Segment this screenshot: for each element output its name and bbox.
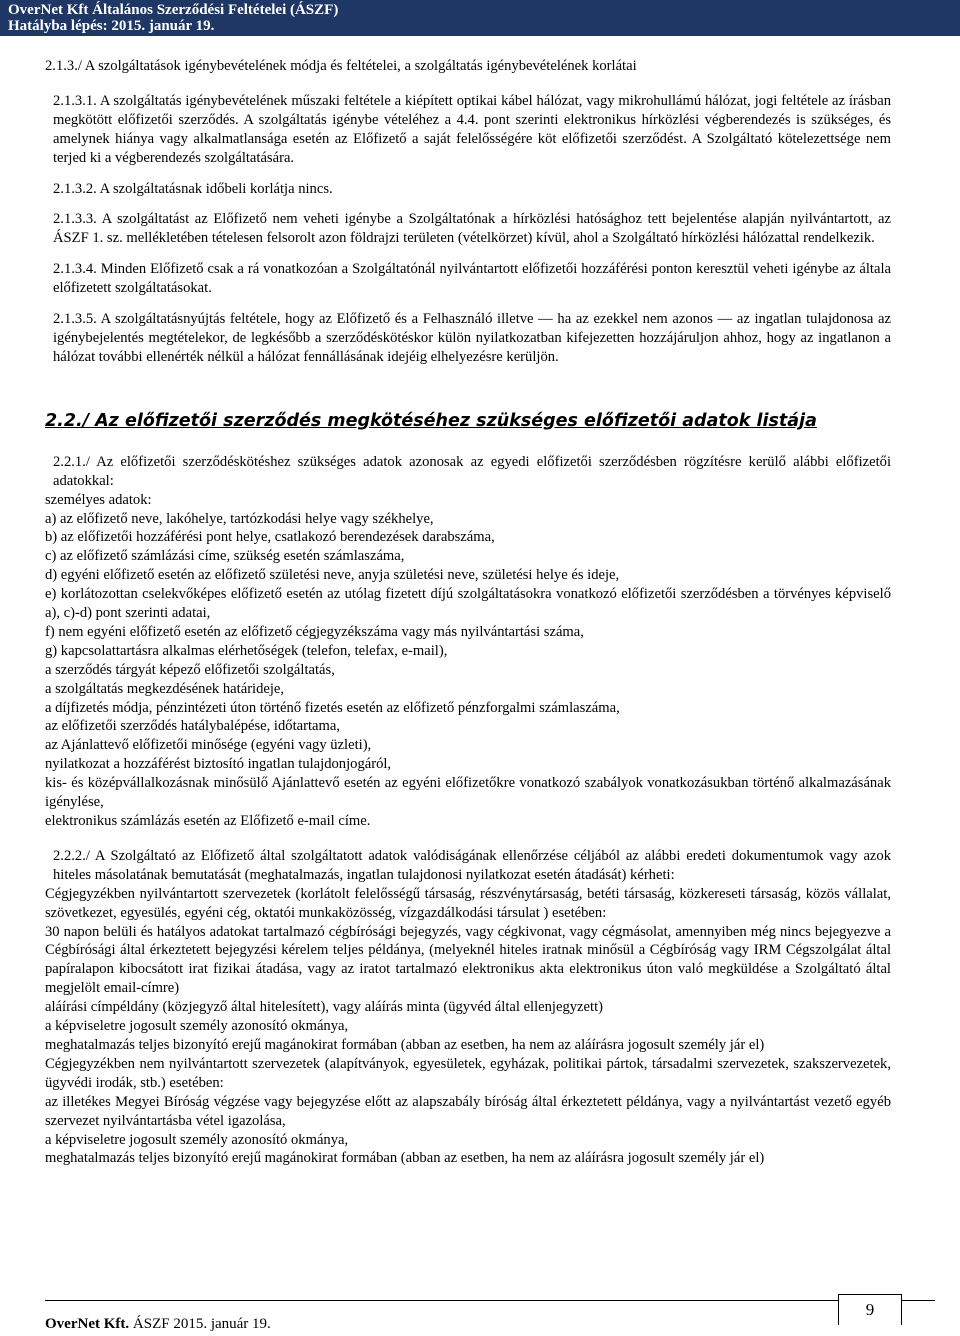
list-item: meghatalmazás teljes bizonyító erejű magánokirat formában (abban az esetben, ha nem az aláírásra jogosult személy jár el) [45, 1150, 765, 1167]
list-item: Cégjegyzékben nyilvántartott szervezetek (korlátolt felelősségű társaság, részvénytársaság, betéti társaság, közkereseti társaság, közös vállalat, szövetkezet, egyesülés, egyéni cég, oktatói munkaközösség, vízgazdálkodási társulat ) esetében: [45, 885, 891, 921]
paragraph-2-1-3-2: 2.1.3.2. A szolgáltatásnak időbeli korlátja nincs. [53, 180, 333, 197]
footer-divider [45, 1300, 935, 1301]
list-item: a képviseletre jogosult személy azonosító okmánya, [45, 1131, 349, 1148]
list-item: a képviseletre jogosult személy azonosító okmánya, [45, 1018, 349, 1035]
header-effective-date: Hatályba lépés: 2015. január 19. [8, 18, 215, 34]
header-title: OverNet Kft Általános Szerződési Feltételei (ÁSZF) [8, 2, 339, 18]
paragraph-2-2-1: 2.2.1./ Az előfizetői szerződéskötéshez szükséges adatok azonosak az egyedi előfizetői szerződésben rögzítésre kerülő alábbi előfizetői adatokkal: [53, 453, 891, 489]
list-item: a díjfizetés módja, pénzintézeti úton történő fizetés esetén az előfizető pénzforgalmi számlaszáma, [45, 699, 620, 716]
list-item: 30 napon belüli és hatályos adatokat tartalmazó cégbírósági bejegyzés, vagy cégkivonat, vagy cégmásolat, amennyiben még nincs bejegyezve a Cégbírósági által érkeztetett bejegyzési kérelem teljes példánya, (melyeknél hiteles iratnak minősül a Cégbíróság vagy IRM Cégszolgálat által papíralapon kibocsátott irat fizikai átadása, vagy az iratot tartalmazó elektronikus akta elektronikus úton való megküldése a Szolgáltató által megjelölt email-címre) [45, 923, 891, 997]
paragraph-2-1-3-4: 2.1.3.4. Minden Előfizető csak a rá vonatkozóan a Szolgáltatónál nyilvántartott előfizetői hozzáférési ponton keresztül veheti igénybe az általa előfizetett szolgáltatásokat. [53, 261, 891, 297]
list-item: személyes adatok: [45, 491, 152, 508]
list-item: d) egyéni előfizető esetén az előfizető születési neve, anyja születési neve, születési helye és ideje, [45, 567, 620, 584]
list-item: b) az előfizetői hozzáférési pont helye, csatlakozó berendezések darabszáma, [45, 529, 495, 546]
list-item: a) az előfizető neve, lakóhelye, tartózkodási helye vagy székhelye, [45, 510, 434, 527]
list-item: g) kapcsolattartásra alkalmas elérhetőségek (telefon, telefax, e-mail), [45, 642, 448, 659]
section-2-2-heading: 2.2./ Az előfizetői szerződés megkötéséhez szükséges előfizetői adatok listája [45, 410, 817, 431]
section-2-1-3-title: 2.1.3./ A szolgáltatások igénybevételének módja és feltételei, a szolgáltatás igénybevételének korlátai [45, 58, 637, 74]
paragraph-2-2-2: 2.2.2./ A Szolgáltató az Előfizető által szolgáltatott adatok valódiságának ellenőrzése céljából az alábbi eredeti dokumentumok vagy azok hiteles másolatának bemutatását (meghatalmazás, ingatlan tulajdonosi nyilatkozat esetén átadását) kérheti: [53, 847, 891, 883]
list-item: aláírási címpéldány (közjegyző által hitelesített), vagy aláírás minta (ügyvéd által ellenjegyzett) [45, 999, 603, 1016]
list-item: f) nem egyéni előfizető esetén az előfizető cégjegyzékszáma vagy más nyilvántartási száma, [45, 623, 584, 640]
paragraph-2-1-3-1: 2.1.3.1. A szolgáltatás igénybevételének műszaki feltétele a kiépített optikai kábel hálózat, vagy mikrohullámú hálózat, jogi feltétele az írásban megkötött előfizetői szerződés. A szolgáltatás igénybe vételéhez a 4.4. pont szerinti elektronikus hírközlési végberendezés is szükséges, és amelynek hiánya vagy alkalmatlansága esetén az Előfizető a saját felelősségére köt előfizetői szerződést. A Szolgáltató kötelezettsége nem terjed ki a végberendezés szolgáltatására. [53, 92, 891, 166]
list-item: a szerződés tárgyát képező előfizetői szolgáltatás, [45, 661, 335, 678]
list-item: c) az előfizető számlázási címe, szükség esetén számlaszáma, [45, 548, 405, 565]
list-item: elektronikus számlázás esetén az Előfizető e-mail címe. [45, 813, 371, 829]
page-content [45, 57, 891, 1168]
list-item: nyilatkozat a hozzáférést biztosító ingatlan tulajdonjogáról, [45, 756, 392, 773]
footer-doc-info: ÁSZF 2015. január 19. [132, 1316, 271, 1332]
list-item: meghatalmazás teljes bizonyító erejű magánokirat formában (abban az esetben, ha nem az aláírásra jogosult személy jár el) [45, 1036, 765, 1053]
list-item: az illetékes Megyei Bíróság végzése vagy bejegyzése előtt az alapszabály bíróság által érkeztetett példánya, vagy a nyilvántartást vezető egyéb szervezet nyilvántartásba vétel igazolása, [45, 1093, 891, 1129]
list-item: kis- és középvállalkozásnak minősülő Ajánlattevő esetén az egyéni előfizetőkre vonatkozó szabályok vonatkozásukban történő alkalmazásának igénylése, [45, 775, 891, 811]
list-item: e) korlátozottan cselekvőképes előfizető esetén az utólag fizetett díjú szolgáltatásokra vonatkozó előfizetői szerződésben a törvényes képviselő a), c)-d) pont szerinti adatai, [45, 586, 891, 622]
footer-company: OverNet Kft. [45, 1316, 130, 1332]
header-bar [0, 0, 960, 36]
list-item: Cégjegyzékben nem nyilvántartott szervezetek (alapítványok, egyesületek, egyházak, politikai pártok, társadalmi szervezetek, szakszervezetek, ügyvédi irodák, stb.) esetében: [45, 1055, 891, 1091]
list-item: az előfizetői szerződés hatálybalépése, időtartama, [45, 718, 340, 735]
paragraph-2-1-3-3: 2.1.3.3. A szolgáltatást az Előfizető nem veheti igénybe a Szolgáltatónak a hírközlési hatósághoz tett bejelentése alapján nyilvántartott, az ÁSZF 1. sz. mellékletében tételesen felsorolt azon földrajzi területen (vételkörzet) kívül, ahol a Szolgáltató hírközlési hálózattal rendelkezik. [53, 211, 891, 247]
footer [45, 1316, 271, 1333]
page-number: 9 [838, 1294, 902, 1325]
list-item: a szolgáltatás megkezdésének határideje, [45, 680, 285, 697]
list-item: az Ajánlattevő előfizetői minősége (egyéni vagy üzleti), [45, 737, 372, 754]
paragraph-2-1-3-5: 2.1.3.5. A szolgáltatásnyújtás feltétele, hogy az Előfizető és a Felhasználó illetve — ha az ezekkel nem azonos — az ingatlan tulajdonosa az igénybejelentés megtételekor, de legkésőbb a szerződéskötéskor külön nyilatkozatban kifejezetten hozzájáruljon ahhoz, hogy az ingatlanon a hálózat további ellenérték nélkül a hálózat fennállásának idejéig elhelyezésre kerüljön. [53, 311, 891, 365]
